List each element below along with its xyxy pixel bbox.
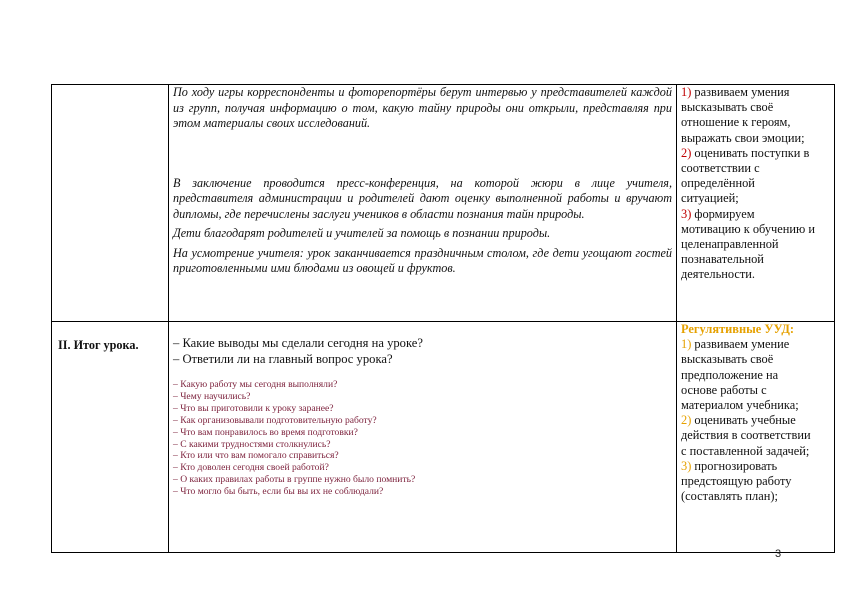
uud-line: 3) формируем (681, 206, 755, 221)
uud-line: целенаправленной (681, 237, 779, 252)
item-number: 1) (681, 337, 692, 352)
sub-question: – Что вы приготовили к уроку заранее? (173, 402, 334, 414)
lesson-table (51, 84, 835, 553)
sub-question: – Что могло бы быть, если бы вы их не соблюдали? (173, 486, 384, 498)
uud-line: 1) развиваем умения (681, 85, 790, 99)
uud-line: 1) развиваем умение (681, 337, 790, 352)
uud-line: высказывать своё (681, 352, 774, 367)
main-question: – Ответили ли на главный вопрос урока? (173, 351, 393, 366)
uud-line: 3) прогнозировать (681, 458, 778, 473)
uud-line: 2) оценивать учебные (681, 413, 796, 428)
uud-line: ситуацией; (681, 191, 739, 206)
item-number: 1) (681, 85, 692, 99)
item-number: 2) (681, 413, 692, 428)
uud-list (681, 85, 831, 283)
uud-cell (677, 322, 835, 553)
uud-heading: Регулятивные УУД: (681, 322, 794, 336)
uud-line: материалом учебника; (681, 398, 799, 413)
table-row (52, 322, 835, 553)
main-question: – Какие выводы мы сделали сегодня на уроке? (173, 336, 423, 350)
uud-list (681, 337, 831, 504)
uud-line: 2) оценивать поступки в (681, 145, 810, 160)
sub-question: – Что вам понравилось во время подготовки? (173, 426, 358, 438)
uud-line: определённой (681, 176, 755, 191)
uud-line: соответствии с (681, 161, 760, 176)
paragraph-conference: В заключение проводится пресс-конференция, на которой жюри в лице учителя, представителя администрации и родителей дают оценку выполненной работы и вручают дипломы, где перечислены заслуги учеников в области познания тайн природы. (173, 175, 672, 221)
sub-question: – Какую работу мы сегодня выполняли? (173, 379, 338, 390)
activity-cell (169, 85, 677, 322)
sub-question: – Кто доволен сегодня своей работой? (173, 462, 329, 474)
uud-line: предположение на (681, 367, 779, 382)
sub-question: – Кто или что вам помогало справиться? (173, 450, 339, 462)
item-number: 2) (681, 145, 692, 160)
stage-cell-empty (52, 85, 169, 322)
sub-question-list (169, 379, 676, 498)
sub-question: – О каких правилах работы в группе нужно было помнить? (173, 474, 416, 486)
uud-cell (677, 85, 835, 322)
item-number: 3) (681, 206, 692, 221)
uud-line: мотивацию к обучению и (681, 221, 816, 236)
uud-line: (составлять план); (681, 489, 778, 504)
sub-question: – С какими трудностями столкнулись? (173, 438, 331, 450)
item-number: 3) (681, 458, 692, 473)
uud-line: предстоящую работу (681, 474, 792, 489)
uud-line: высказывать своё (681, 100, 774, 115)
uud-line: действия в соответствии (681, 428, 811, 443)
page-number: 3 (775, 548, 782, 560)
sub-question: – Как организовывали подготовительную работу? (173, 414, 377, 426)
uud-line: отношение к героям, (681, 115, 791, 130)
table-row (52, 85, 835, 322)
uud-line: с поставленной задачей; (681, 443, 810, 458)
stage-title: II. Итог урока. (52, 322, 169, 553)
uud-line: познавательной (681, 252, 764, 267)
uud-line: деятельности. (681, 267, 756, 282)
uud-line: выражать свои эмоции; (681, 130, 805, 145)
sub-question: – Чему научились? (173, 390, 251, 402)
uud-line: основе работы с (681, 382, 767, 397)
paragraph-thanks: Дети благодарят родителей и учителей за помощь в познании природы. (173, 226, 551, 240)
paragraph-interview: По ходу игры корреспонденты и фоторепортёры берут интервью у представителей каждой из групп, получая информацию о том, какую тайну природы они открыли, представляя при этом материалы своих исследований. (173, 85, 672, 130)
paragraph-optional: На усмотрение учителя: урок заканчивается праздничным столом, где дети угощают гостей приготовленными ими блюдами из овощей и фруктов. (173, 245, 672, 275)
summary-cell (169, 322, 677, 553)
